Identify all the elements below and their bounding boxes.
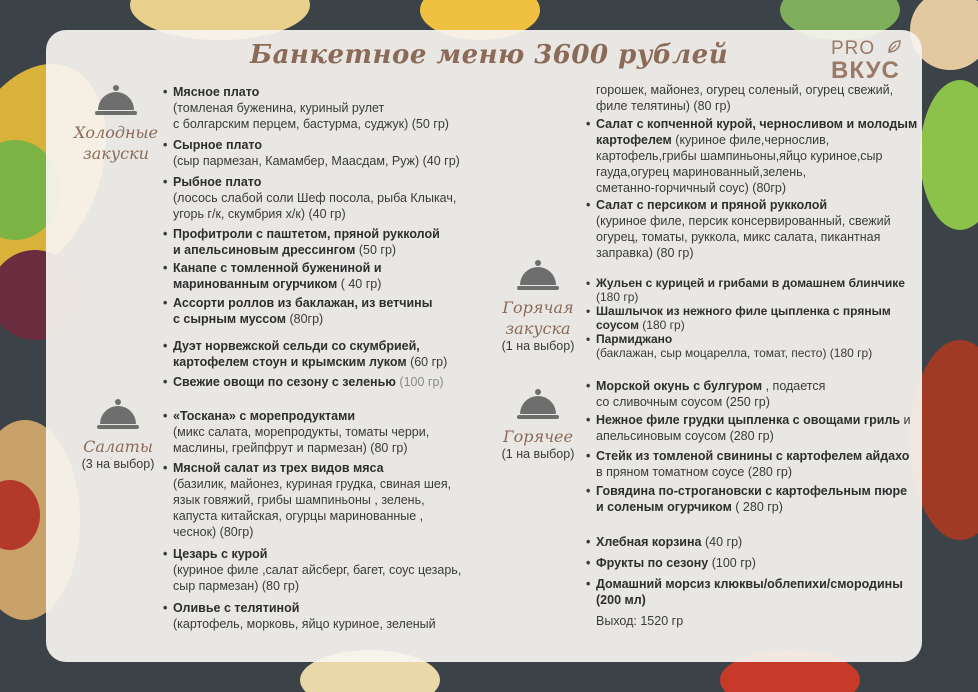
logo-top: PRO [831,38,876,59]
dish-desc: (куриное филе, персик консервированный, свежий [596,214,891,228]
dish-name: Жульен с курицей и грибами в домашнем блинчике [596,276,905,290]
dish-desc: угорь г/к, скумбрия х/к) (40 гр) [173,207,346,221]
list-item [586,483,907,515]
dish-desc: в пряном томатном соусе (280 гр) [596,465,792,479]
dish-weight: (50 гр) [355,243,397,257]
dish-name: Сырное плато [173,138,262,152]
dish-weight: ( 40 гр) [337,277,382,291]
list-item [163,460,451,540]
list-item [586,378,825,410]
category-hot [493,388,583,461]
dish-name: соусом [596,318,639,332]
list-item [163,295,432,327]
dish-desc: (лосось слабой соли Шеф посола, рыба Клыкач, [173,191,457,205]
category-name: Салаты [83,437,153,456]
dish-name: Пармиджано [596,332,673,346]
dish-name: Салат с персиком и пряной рукколой [596,198,828,212]
cloche-icon [516,388,560,422]
dish-name: Стейк из томленой свинины с картофелем айдахо [596,449,910,463]
category-name: закуска [505,319,571,338]
list-item [586,576,903,608]
dish-name: Хлебная корзина [596,535,702,549]
output-total [586,613,683,629]
dish-desc: капуста китайская, огурцы маринованные , [173,509,424,523]
dish-desc: с болгарским перцем, бастурма, суджук) (50 гр) [173,117,449,131]
dish-name: картофелем [596,133,672,147]
dish-weight: (40 гр) [701,535,743,549]
dish-name: с сырным муссом [173,312,286,326]
dish-name: Нежное филе грудки цыпленка с овощами гриль [596,413,901,427]
category-name: Горячее [503,427,573,446]
dish-desc: , подается [762,379,826,393]
list-item [163,260,382,292]
dish-desc: заправка) (80 гр) [596,246,694,260]
dish-desc: сметанно-горчичный соус) (80гр) [596,181,787,195]
dish-desc: со сливочным соусом (250 гр) [596,395,770,409]
list-item [586,448,909,480]
dish-weight: ( 280 гр) [731,500,783,514]
list-item [586,304,891,332]
dish-name: Цезарь с курой [173,547,268,561]
dish-desc: (куриное филе ,салат айсберг, багет, соус цезарь, [173,563,462,577]
dish-desc: (сыр пармезан, Камамбер, Маасдам, Руж) (40 гр) [173,154,460,168]
list-item [163,84,449,132]
category-name: закуски [83,144,149,163]
dish-desc: чеснок) (80гр) [173,525,254,539]
dish-name: Домашний морсиз клюквы/облепихи/смородины [596,577,903,591]
list-item [163,546,461,594]
dish-weight: (60 гр) [406,355,448,369]
category-name: Холодные [74,123,159,142]
dish-name: Говядина по-строгановски с картофельным пюре [596,484,908,498]
cloche-icon [516,259,560,293]
dish-name: «Тоскана» с морепродуктами [173,409,356,423]
dish-name: маринованным огурчиком [173,277,338,291]
logo-bottom: ВКУС [831,57,900,84]
dish-desc: маслины, грейпфрут и пармезан) (80 гр) [173,441,408,455]
dish-name: и соленым огурчиком [596,500,732,514]
list-item [586,332,872,360]
list-item [586,276,905,304]
dish-name: Рыбное плато [173,175,262,189]
dish-name: (200 мл) [596,593,646,607]
dish-name: Оливье с телятиной [173,601,300,615]
dish-desc: (базилик, майонез, куриная грудка, свиная шея, [173,477,452,491]
cloche-icon [94,84,138,118]
dish-name: Морской окунь с булгуром [596,379,763,393]
dish-desc: (микс салата, морепродукты, томаты черри, [173,425,430,439]
dish-name: Дуэт норвежской сельди со скумбрией, [173,339,420,353]
list-item [163,600,436,632]
leaf-icon [887,40,901,54]
category-note: (1 на выбор) [501,447,575,461]
list-item [586,534,742,550]
menu-title: Банкетное меню 3600 рублей [249,40,729,70]
dish-name: Свежие овощи по сезону с зеленью [173,375,396,389]
dish-desc: и [900,413,911,427]
category-note: (1 на выбор) [501,339,575,353]
dish-name: Профитроли с паштетом, пряной рукколой [173,227,440,241]
dish-name: и апельсиновым дрессингом [173,243,356,257]
list-item [163,137,460,169]
dish-name: Мясной салат из трех видов мяса [173,461,384,475]
dish-desc: картофель,грибы шампиньоны,яйцо куриное,сыр [596,149,883,163]
dish-desc: огурец, томаты, руккола, микс салата, пикантная [596,230,881,244]
list-item [163,338,447,370]
list-item [586,412,911,444]
dish-weight: (100 гр) [708,556,756,570]
dish-name: Мясное плато [173,85,260,99]
dish-desc: филе телятины) (80 гр) [596,99,731,113]
dish-weight: (100 гр) [395,375,444,389]
list-item [586,197,891,261]
dish-weight: (180 гр) [638,318,685,332]
dish-name: Канапе с томленной бужениной и [173,261,382,275]
dish-desc: (баклажан, сыр моцарелла, томат, песто) (180 гр) [596,346,873,360]
dish-desc: сыр пармезан) (80 гр) [173,579,300,593]
logo [831,38,911,85]
category-note: (3 на выбор) [81,457,155,471]
list-item [163,374,444,390]
list-item [586,555,756,571]
output-text: Выход: 1520 гр [596,614,684,628]
dish-desc: (картофель, морковь, яйцо куриное, зеленый [173,617,436,631]
dish-desc: апельсиновым соусом (280 гр) [596,429,774,443]
dish-name: Ассорти роллов из баклажан, из ветчины [173,296,433,310]
dish-desc: (180 гр) [596,290,639,304]
list-item [163,226,440,258]
category-hot-snack [493,259,583,353]
list-item [586,116,917,196]
category-cold-snacks [74,84,158,164]
list-item [586,82,893,114]
list-item [163,408,429,456]
dish-weight: (80гр) [285,312,324,326]
dish-name: Салат с копченной курой, черносливом и молодым [596,117,918,131]
cloche-icon [96,398,140,432]
dish-desc: гауда,огурец маринованный,зелень, [596,165,807,179]
dish-desc: (томленая буженина, куриный рулет [173,101,385,115]
category-salads [70,398,166,471]
dish-name: картофелем стоун и крымским луком [173,355,407,369]
dish-desc: (куриное филе,чернослив, [671,133,830,147]
dish-desc: горошек, майонез, огурец соленый, огурец свежий, [596,83,894,97]
dish-name: Фрукты по сезону [596,556,709,570]
dish-name: Шашлычок из нежного филе цыпленка с пряным [596,304,891,318]
list-item [163,174,456,222]
category-name: Горячая [502,298,574,317]
dish-desc: язык говяжий, грибы шампиньоны , зелень, [173,493,425,507]
